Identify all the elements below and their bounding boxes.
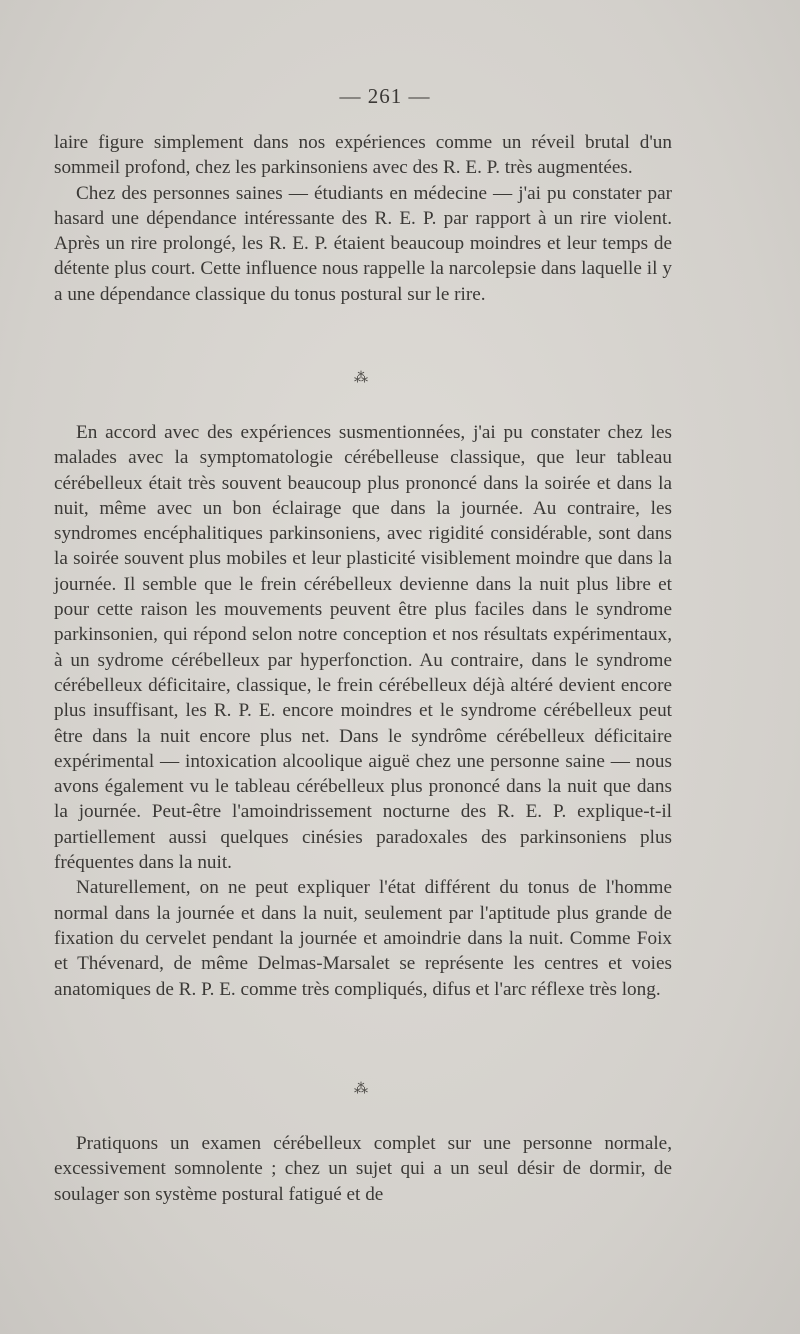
asterism-separator: ⁂ (354, 1082, 368, 1097)
paragraph-naturellement: Naturellement, on ne peut expliquer l'état différent du tonus de l'homme normal dans la journée et dans la nuit, seulement par l'aptitude plus grande de fixation du cervelet pendant la journée et amoindrie dans la nuit. Comme Foix et Thévenard, de même Delmas-Marsalet se représente les centres et voies anatomiques de R. P. E. comme très compliqués, difus et l'arc réflexe très long. (54, 877, 672, 1000)
paragraph-rire: Chez des personnes saines — étudiants en médecine — j'ai pu constater par hasard une dépendance intéressante des R. E. P. par rapport à un rire violent. Après un rire prolongé, les R. E. P. étaient beaucoup moindres et leur temps de détente plus court. Cette influence nous rappelle la narcolepsie dans laquelle il y a une dépendance classique du tonus postural sur le rire. (54, 182, 672, 305)
paragraph-experiences: En accord avec des expériences susmentionnées, j'ai pu constater chez les malades avec la symptomatologie cérébelleuse classique, que leur tableau cérébelleux était très souvent beaucoup plus prononcé dans la soirée et dans la nuit, même avec un bon éclairage que dans la journée. Au contraire, les syndromes encéphalitiques parkinsoniens, avec rigidité considérable, sont dans la soirée souvent plus mobiles et leur plasticité visiblement moindre que dans la journée. Il semble que le frein cérébelleux devienne dans la nuit plus libre et pour cette raison les mouvements peuvent être plus faciles dans le syndrome parkinsonien, qui répond selon notre conception et nos résultats expérimentaux, à un sydrome cérébelleux par hyperfonction. Au contraire, dans le syndrome cérébelleux déficitaire, classique, le frein cérébelleux déjà altéré devient encore plus insuffisant, les R. P. E. encore moindres et le syndrome cérébelleux peut être dans la nuit encore plus net. Dans le syndrôme cérébelleux déficitaire expérimental — intoxication alcoolique aiguë chez une personne saine — nous avons également vu le tableau cérébelleux plus prononcé dans la nuit que dans la journée. Peut-être l'amoindrissement nocturne des R. E. P. explique-t-il partiellement aussi quelques cinésies paradoxales des parkinsoniens plus fréquentes dans la nuit. (54, 422, 672, 874)
page-number: — 261 — (339, 84, 431, 108)
paragraph-continuation: laire figure simplement dans nos expériences comme un réveil brutal d'un sommeil profond, chez les parkinsoniens avec des R. E. P. très augmentées. (54, 132, 672, 179)
paragraph-pratiquons: Pratiquons un examen cérébelleux complet sur une personne normale, excessivement somnolente ; chez un sujet qui a un seul désir de dormir, de soulager son système postural fatigué et de (54, 1133, 672, 1205)
asterism-separator: ⁂ (354, 371, 368, 386)
text-section-2 (54, 420, 672, 1002)
text-section-3 (54, 1131, 672, 1207)
text-section-1 (54, 130, 672, 307)
